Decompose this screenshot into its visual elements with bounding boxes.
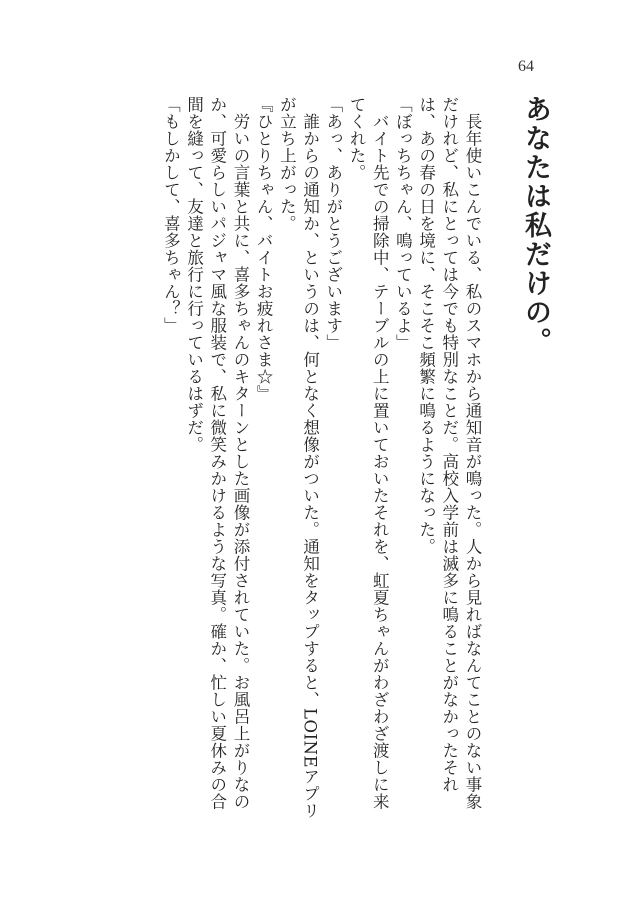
paragraph: 労いの言葉と共に、喜多ちゃんのキターンとした画像が添付されていた。お風呂上がりなのか、可愛らしいパジャマ風な服装で、私に微笑みかけるような写真。確か、忙しい夏休みの合間を縫って、友達と旅行に行っているはずだ。: [184, 96, 250, 810]
page-number: 64: [518, 58, 534, 75]
paragraph: 『ひとりちゃん、バイトお疲れさま☆』: [254, 96, 274, 402]
paragraph: バイト先での掃除中、テーブルの上に置いておいたそれを、虹夏ちゃんがわざわざ渡しに来てくれた。: [346, 96, 390, 810]
paragraph: 「ぼっちちゃん、鳴っているよ」: [393, 96, 413, 351]
paragraph: 誰からの通知か、というのは、何となく想像がついた。通知をタップすると、LOINEアプリが立ち上がった。: [277, 96, 320, 819]
paragraph: 「もしかして、喜多ちゃん？」: [161, 96, 181, 334]
chapter-title: あなたは私だけの。: [520, 95, 551, 356]
paragraph: 「あっ、ありがとうございます」: [323, 96, 343, 351]
paragraph: 長年使いこんでいる、私のスマホから通知音が鳴った。人から見ればなんてことのない事象だけれど、私にとっては今でも特別なことだ。高校入学前は滅多に鳴ることがなかったそれは、あの春の日を境に、そこそこ頻繁に鳴るようになった。: [416, 96, 482, 810]
body-text: [159, 96, 484, 821]
